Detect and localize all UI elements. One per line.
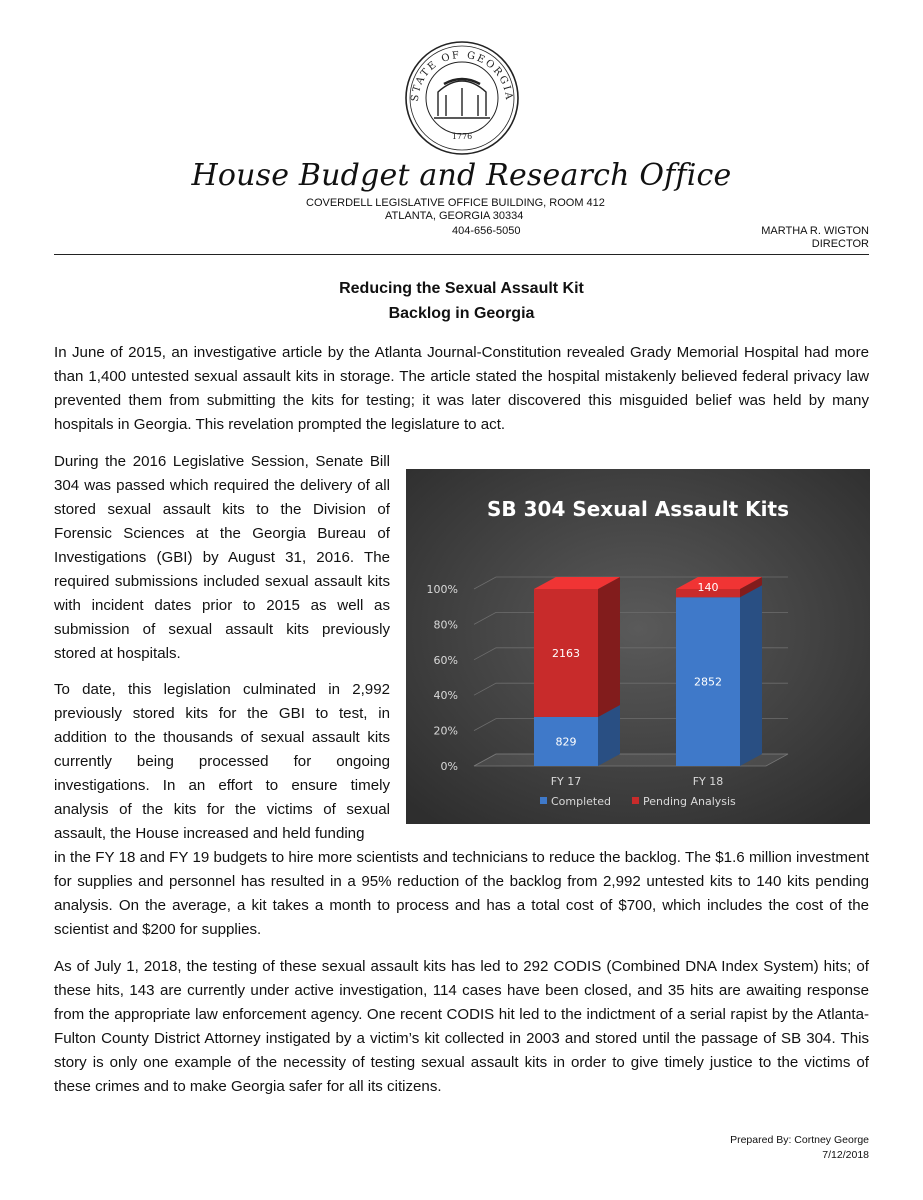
state-seal xyxy=(404,40,520,156)
paragraph-funding: in the FY 18 and FY 19 budgets to hire more scientists and technicians to reduce the backlog. The $1.6 million investment for supplies and personnel has resulted in a 95% reduction of the backlog from 2,992 untested kits to 140 kits pending analysis. On the average, a kit takes a month to process and has a total cost of $700, which includes the cost of the scientist and $200 for supplies. xyxy=(54,849,869,938)
paragraph-legislation: During the 2016 Legislative Session, Senate Bill 304 was passed which required the delivery of all stored sexual assault kits to the Division of Forensic Sciences at the Georgia Bureau of Investigations (GBI) by August 31, 2016. The required submissions included sexual assault kits with incident dates prior to 2015 as well as submission of sexual assault kits previously stored at hospitals. xyxy=(54,453,390,662)
seal-year: 1776 xyxy=(451,132,473,141)
director-name: MARTHA R. WIGTON xyxy=(761,225,869,237)
sb304-chart xyxy=(406,469,870,824)
title-line-1: Reducing the Sexual Assault Kit xyxy=(339,280,584,297)
data-label: 2163 xyxy=(552,646,580,660)
phone-number: 404-656-5050 xyxy=(452,225,521,237)
prepared-date: 7/12/2018 xyxy=(822,1149,869,1161)
y-tick-label: 0% xyxy=(440,760,458,773)
address-line-2: ATLANTA, GEORGIA 30334 xyxy=(385,210,524,222)
legend-label: Completed xyxy=(551,795,611,808)
chart-title: SB 304 Sexual Assault Kits xyxy=(487,497,789,521)
prepared-by: Prepared By: Cortney George xyxy=(730,1134,869,1146)
office-title: House Budget and Research Office xyxy=(191,158,732,193)
x-tick-label: FY 17 xyxy=(550,775,582,788)
bar-segment-side xyxy=(598,577,620,717)
legend-swatch xyxy=(632,797,639,804)
data-label: 2852 xyxy=(694,675,722,689)
data-label: 829 xyxy=(555,735,577,749)
y-tick-label: 20% xyxy=(433,724,458,738)
paragraph-codis: As of July 1, 2018, the testing of these sexual assault kits has led to 292 CODIS (Combined DNA Index System) hits; of these hits, 143 are currently under active investigation, 114 cases have been closed, and 35 hits are awaiting response from the appropriate law enforcement agency. One recent CODIS hit led to the indictment of a serial rapist by the Atlanta-Fulton County District Attorney instigated by a victim’s kit collected in 2003 and stored until the passage of SB 304. This story is only one example of the necessity of testing sexual assault kits in order to give timely justice to the victims of these crimes and to make Georgia safer for all its citizens. xyxy=(54,958,869,1095)
header-divider xyxy=(54,254,869,255)
y-tick-label: 100% xyxy=(426,583,458,596)
bar-segment-side xyxy=(740,585,762,766)
x-tick-label: FY 18 xyxy=(692,775,724,788)
legend-label: Pending Analysis xyxy=(643,795,736,808)
data-label: 140 xyxy=(697,581,719,594)
address-line-1: COVERDELL LEGISLATIVE OFFICE BUILDING, ROOM 412 xyxy=(306,197,605,209)
paragraph-intro: In June of 2015, an investigative article by the Atlanta Journal-Constitution revealed Grady Memorial Hospital had more than 1,400 untested sexual assault kits in storage. The article stated the hospital mistakenly believed federal privacy law prevented them from submitting the kits for testing; it was later discovered this misguided belief was held by many hospitals in Georgia. This revelation prompted the legislature to act. xyxy=(54,344,869,433)
y-tick-label: 40% xyxy=(433,689,458,703)
y-tick-label: 80% xyxy=(433,618,458,632)
seal-text: STATE OF GEORGIA xyxy=(409,49,515,103)
y-tick-label: 60% xyxy=(433,653,458,667)
chart-background xyxy=(406,469,870,824)
title-line-2: Backlog in Georgia xyxy=(388,305,535,322)
document-title xyxy=(0,276,923,326)
director-title: DIRECTOR xyxy=(811,238,869,250)
paragraph-results: To date, this legislation culminated in 2,992 previously stored kits for the GBI to test, in addition to the thousands of sexual assault kits currently being processed for ongoing investigations. In an effort to ensure timely analysis of the kits for the victims of sexual assault, the House increased and held funding xyxy=(54,681,390,842)
legend-swatch xyxy=(540,797,547,804)
